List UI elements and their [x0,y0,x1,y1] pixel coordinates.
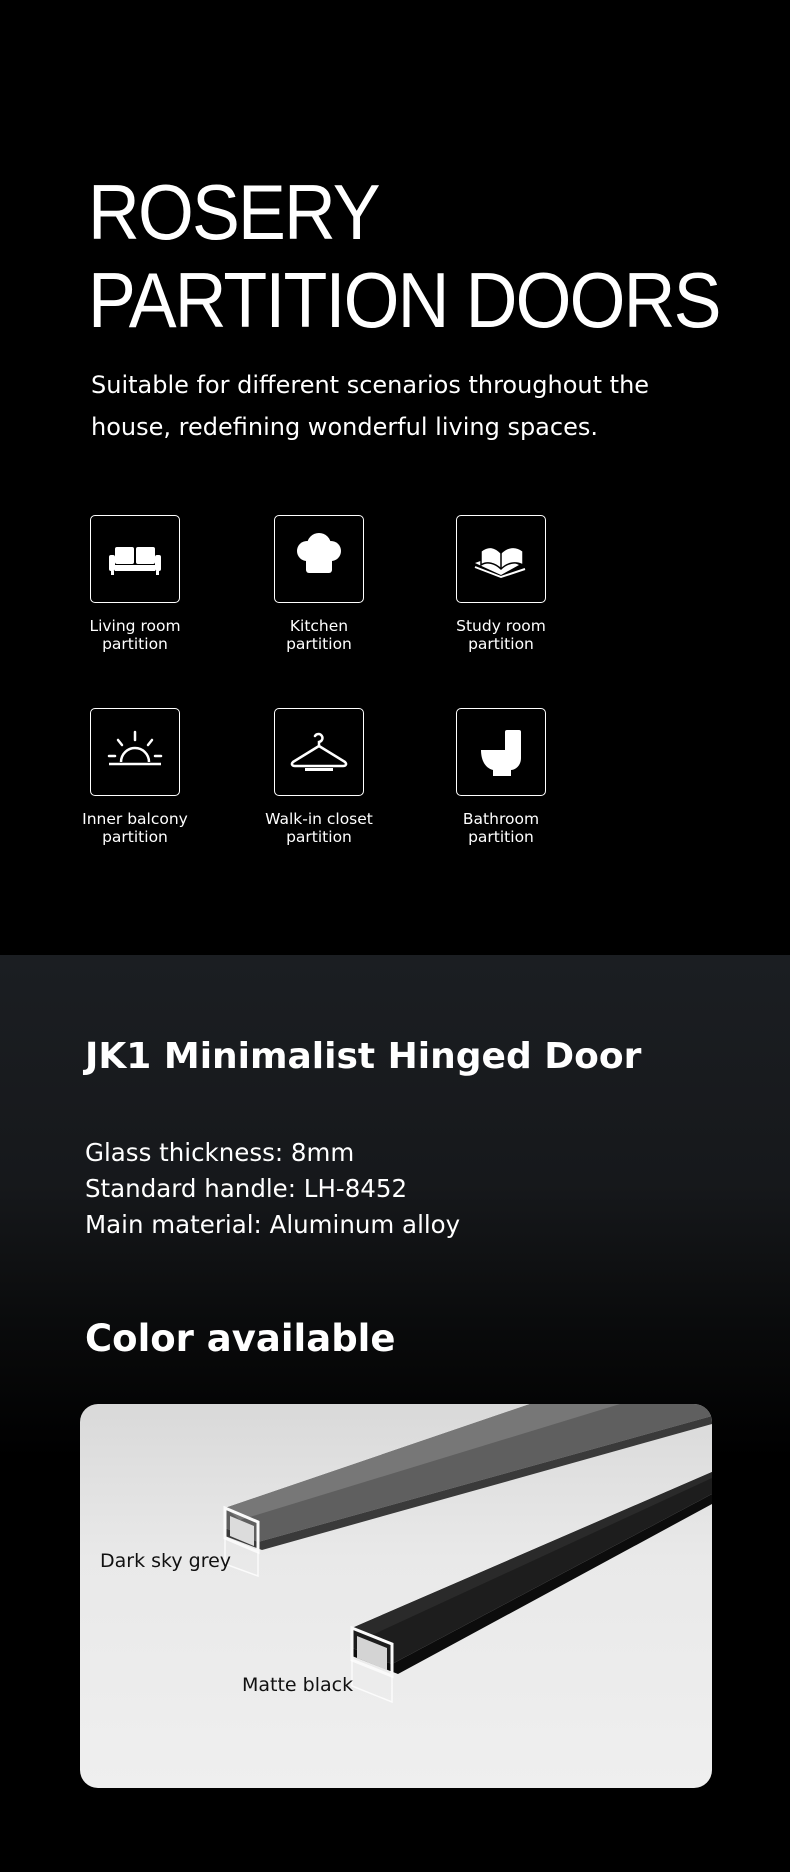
page-title-line-1: ROSERY [88,168,379,256]
scenario-label-line2: partition [102,828,168,846]
scenario-label-line2: partition [468,635,534,653]
product-name: JK1 Minimalist Hinged Door [85,1036,642,1077]
scenario-label-line2: partition [468,828,534,846]
spec-main-material: Main material: Aluminum alloy [85,1210,461,1239]
scenario-living-room [45,515,225,653]
sofa-icon [101,525,169,593]
color-label-matte-black: Matte black [242,1674,354,1696]
toilet-icon [467,718,535,786]
scenario-label-line1: Walk-in closet [265,810,373,828]
scenario-label-line1: Kitchen [289,617,349,635]
scenario-bathroom [411,708,591,846]
scenario-label-line1: Bathroom [462,810,540,828]
scenario-kitchen [229,515,409,653]
scenario-label-line1: Living room [89,617,181,635]
chef-hat-icon [285,525,353,593]
hero-subtitle: Suitable for different scenarios throughout the house, redefining wonderful living spaces. [91,371,650,441]
hanger-icon [285,718,353,786]
scenario-icon-box [90,515,180,603]
scenario-icon-box [274,708,364,796]
page-title-line-2: PARTITION DOORS [88,256,720,344]
aluminum-profiles-image [80,1404,712,1788]
scenario-label-line2: partition [286,828,352,846]
scenario-icon-box [90,708,180,796]
scenario-label-line1: Study room [456,617,546,635]
scenario-label-line2: partition [286,635,352,653]
scenario-study-room [411,515,591,653]
page-title [88,168,775,344]
spec-glass-thickness: Glass thickness: 8mm [85,1138,355,1167]
color-swatch-card [80,1404,712,1788]
scenario-walk-in-closet [229,708,409,846]
color-available-heading: Color available [85,1317,396,1360]
scenario-icon-box [456,708,546,796]
scenario-inner-balcony [45,708,225,846]
scenario-icon-box [456,515,546,603]
scenario-label-line2: partition [102,635,168,653]
spec-standard-handle: Standard handle: LH-8452 [85,1174,408,1203]
scenario-icon-box [274,515,364,603]
open-book-icon [467,525,535,593]
sunrise-icon [101,718,169,786]
dark-sky-grey-profile [225,1404,712,1576]
color-label-dark-sky-grey: Dark sky grey [100,1550,232,1572]
scenario-label-line1: Inner balcony [82,810,188,828]
